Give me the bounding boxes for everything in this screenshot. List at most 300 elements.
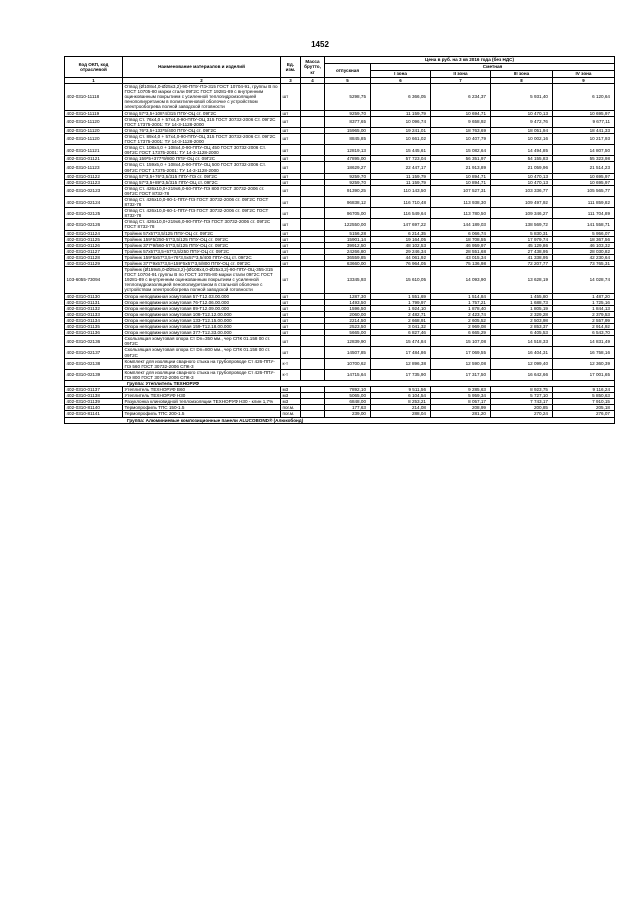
cell-name: Термопрофиль ТПС 200-1.5 bbox=[123, 411, 281, 417]
cell-release-price: 10700,62 bbox=[325, 358, 371, 369]
cell-code: 402-0310-02137 bbox=[65, 347, 123, 358]
cell-zone-2-price: 113 780,50 bbox=[431, 208, 491, 219]
cell-zone-2-price: 2 423,74 bbox=[431, 311, 491, 317]
cell-code: 402-0310-01123 bbox=[65, 179, 123, 185]
cell-zone-2-price: 21 913,89 bbox=[431, 162, 491, 173]
header-zone-4: IV зона bbox=[553, 71, 615, 78]
cell-zone-2-price: 1 878,40 bbox=[431, 305, 491, 311]
cell-zone-1-price: 2 482,71 bbox=[371, 311, 431, 317]
cell-name: Отвод 57*3,5+76*3,5/315 ППУ-ПЭ ст. 09Г2С bbox=[123, 173, 281, 179]
cell-release-price: 122550,00 bbox=[325, 219, 371, 230]
cell-zone-2-price: 10 694,71 bbox=[431, 110, 491, 116]
cell-mass bbox=[301, 185, 325, 196]
cell-code: 402-0310-01129 bbox=[65, 261, 123, 267]
header-unit: Ед. изм. bbox=[281, 57, 301, 78]
cell-zone-2-price: 113 938,30 bbox=[431, 196, 491, 207]
cell-name: Тройник 159*5х57*3,5+76*3,5х57*3,5/400 ППУ-ОЦ ст. 09Г2С bbox=[123, 254, 281, 260]
cell-zone-4-price: 18 441,33 bbox=[553, 127, 615, 133]
cell-name: Отвод Ст. 76х4,0 + 57х4,0-90-ППУ-ОЦ 315 ГОСТ 30732-2006 Ст. 09Г2С ГОСТ 17375-2001: ТУ 14-3-1128-2000 bbox=[123, 116, 281, 127]
cell-zone-1-price: 10 096,74 bbox=[371, 116, 431, 127]
price-table-wrapper bbox=[64, 56, 614, 424]
cell-mass bbox=[301, 116, 325, 127]
cell-code: 402-0310-01135 bbox=[65, 324, 123, 330]
cell-name: Отвод Ст. 426х10,0-90-1-ППУ-ПЭ ГОСТ 30732-2006 ст. 09Г2С ГОСТ 8732-78 bbox=[123, 196, 281, 207]
cell-zone-1-price: 1 924,10 bbox=[371, 305, 431, 311]
cell-code: 402-0310-02139 bbox=[65, 369, 123, 380]
cell-mass bbox=[301, 347, 325, 358]
cell-release-price: 63660,00 bbox=[325, 261, 371, 267]
cell-zone-1-price: 110 143,50 bbox=[371, 185, 431, 196]
header-mass: Масса брутто, кг bbox=[301, 57, 325, 78]
cell-mass bbox=[301, 162, 325, 173]
cell-release-price: 6848,00 bbox=[325, 399, 371, 405]
cell-zone-2-price: 9 285,63 bbox=[431, 387, 491, 393]
cell-code: 402-0310-02136 bbox=[65, 336, 123, 347]
cell-zone-2-price: 10 894,71 bbox=[431, 179, 491, 185]
cell-zone-4-price: 10 695,97 bbox=[553, 110, 615, 116]
cell-unit: шт bbox=[281, 185, 301, 196]
cell-mass bbox=[301, 208, 325, 219]
cell-zone-1-price: 57 723,04 bbox=[371, 156, 431, 162]
cell-mass bbox=[301, 336, 325, 347]
cell-release-price: 5156,28 bbox=[325, 230, 371, 236]
cell-unit: шт bbox=[281, 84, 301, 110]
cell-code: 402-0310-02138 bbox=[65, 358, 123, 369]
cell-name: Тройник 377*9х57*3,5+159*5х57*3,5/800 ППУ-ОЦ ст. 09Г2С bbox=[123, 261, 281, 267]
cell-release-price: 96838,12 bbox=[325, 196, 371, 207]
cell-name: Опора неподвижная хомутовая 133-Т12.15.00.000 bbox=[123, 317, 281, 323]
cell-zone-1-price: 15 610,05 bbox=[371, 267, 431, 293]
cell-code: 402-0310-11123 bbox=[65, 162, 123, 173]
cell-zone-4-price: 7 910,15 bbox=[553, 399, 615, 405]
cell-zone-3-price: 16 404,31 bbox=[491, 347, 553, 358]
cell-name: Отвод Ст. 426х10,0+219х6,0-60-ППУ-ПЭ 800 ГОСТ 30732-2006 ст. 09Г2С ГОСТ 8732-78 bbox=[123, 185, 281, 196]
group-title: Группа: Алюминиевые композиционные панели ALUCOBOND® (Алюкобонд) bbox=[65, 417, 615, 423]
column-number: 2 bbox=[123, 78, 281, 84]
cell-name: Тройник 57х57*3,5+57*3,5/250 ППУ-ОЦ ст. 09Г2С bbox=[123, 248, 281, 254]
cell-name: Отвод 159*5+377*9/800 ППУ-ОЦ ст. 09Г2С bbox=[123, 156, 281, 162]
cell-name: Отвод Ст. 89х4,0 + 57х4,0-90-ППУ-ОЦ 315 ГОСТ 30732-2006 Ст. 09Г2С ГОСТ 17375-2001: ТУ 14-3-1128-2000 bbox=[123, 133, 281, 144]
cell-zone-3-price: 1 688,73 bbox=[491, 299, 553, 305]
cell-zone-4-price: 12 360,39 bbox=[553, 358, 615, 369]
cell-zone-4-price: 73 765,31 bbox=[553, 261, 615, 267]
cell-zone-3-price: 8 923,75 bbox=[491, 387, 553, 393]
cell-zone-2-price: 17 317,50 bbox=[431, 369, 491, 380]
table-row bbox=[65, 145, 615, 156]
table-row bbox=[65, 185, 615, 196]
page-number: 1452 bbox=[311, 40, 329, 49]
cell-zone-4-price: 205,18 bbox=[553, 405, 615, 411]
cell-zone-1-price: 44 061,92 bbox=[371, 254, 431, 260]
cell-mass bbox=[301, 145, 325, 156]
cell-name: Тройник 57х57*3,5/125 ППУ-ОЦ ст. 09Г2С bbox=[123, 230, 281, 236]
cell-zone-2-price: 2 605,52 bbox=[431, 317, 491, 323]
cell-unit: шт bbox=[281, 248, 301, 254]
column-number: 5 bbox=[325, 78, 371, 84]
table-row bbox=[65, 347, 615, 358]
cell-zone-3-price: 2 853,37 bbox=[491, 324, 553, 330]
cell-unit: шт bbox=[281, 116, 301, 127]
cell-zone-3-price: 72 207,77 bbox=[491, 261, 553, 267]
cell-release-price: 9259,70 bbox=[325, 179, 371, 185]
cell-name: Опора неподвижная хомутовая 159-Т12.18.00.000 bbox=[123, 324, 281, 330]
cell-zone-2-price: 17 069,55 bbox=[431, 347, 491, 358]
cell-unit: шт bbox=[281, 317, 301, 323]
cell-zone-4-price: 9 677,11 bbox=[553, 116, 615, 127]
cell-zone-2-price: 75 136,98 bbox=[431, 261, 491, 267]
header-zone-3: III зона bbox=[491, 71, 553, 78]
cell-zone-2-price: 56 351,97 bbox=[431, 156, 491, 162]
cell-release-price: 15965,00 bbox=[325, 127, 371, 133]
cell-zone-2-price: 6 234,37 bbox=[431, 84, 491, 110]
cell-zone-2-price: 2 969,08 bbox=[431, 324, 491, 330]
cell-zone-4-price: 55 323,98 bbox=[553, 156, 615, 162]
cell-zone-3-price: 1 805,19 bbox=[491, 305, 553, 311]
cell-zone-1-price: 48 102,53 bbox=[371, 242, 431, 248]
cell-unit: шт bbox=[281, 196, 301, 207]
table-row bbox=[65, 133, 615, 144]
cell-unit: м3 bbox=[281, 399, 301, 405]
cell-zone-3-price: 10 470,13 bbox=[491, 173, 553, 179]
cell-zone-3-price: 5 830,31 bbox=[491, 230, 553, 236]
cell-release-price: 8845,85 bbox=[325, 133, 371, 144]
cell-zone-3-price: 1 455,80 bbox=[491, 293, 553, 299]
cell-name: Тройник 159*5/250-57*3,5/125 ППУ-ОЦ ст. 09Г2С bbox=[123, 236, 281, 242]
cell-unit: шт bbox=[281, 219, 301, 230]
cell-zone-1-price: 19 241,01 bbox=[371, 127, 431, 133]
cell-zone-3-price: 5 931,40 bbox=[491, 84, 553, 110]
cell-unit: шт bbox=[281, 242, 301, 248]
cell-zone-4-price: 14 831,49 bbox=[553, 336, 615, 347]
cell-unit: шт bbox=[281, 293, 301, 299]
cell-unit: шт bbox=[281, 230, 301, 236]
cell-unit: шт bbox=[281, 330, 301, 336]
cell-zone-4-price: 2 557,99 bbox=[553, 317, 615, 323]
cell-zone-2-price: 107 527,31 bbox=[431, 185, 491, 196]
cell-name: Тройник (Ø159х5,0-Ø25х3,2)-(Ø108х4,0-Ø25х3,2)-90-ППУ-ОЦ-355-315 ГОСТ 10704-91 группы В по ГОСТ 10705-80 марки стали 09Г2С ГОСТ 19281-89 с внутренним оцинкованным покрытием с усиленной теплогидроизоляцией пенополиуретаном в стальной оболочке с устройством электрообогрева полной заводской готовности bbox=[123, 267, 281, 293]
column-number: 6 bbox=[371, 78, 431, 84]
cell-zone-4-price: 18 367,56 bbox=[553, 236, 615, 242]
cell-release-price: 5298,75 bbox=[325, 84, 371, 110]
cell-code: 103-6055-73094 bbox=[65, 267, 123, 293]
cell-release-price: 9259,70 bbox=[325, 110, 371, 116]
cell-zone-1-price: 76 964,05 bbox=[371, 261, 431, 267]
cell-zone-1-price: 2 668,91 bbox=[371, 317, 431, 323]
cell-zone-3-price: 12 099,40 bbox=[491, 358, 553, 369]
cell-zone-4-price: 6 120,64 bbox=[553, 84, 615, 110]
cell-unit: шт bbox=[281, 156, 301, 162]
cell-mass bbox=[301, 196, 325, 207]
header-price-title: Цена в руб. на 3 кв 2016 года (без НДС) bbox=[325, 57, 615, 64]
cell-release-price: 18629,27 bbox=[325, 162, 371, 173]
cell-name: Скользящая хомутовая опора Ст Dn=800 мм., чер СПК 01.158 00 ст. 09Г2С bbox=[123, 347, 281, 358]
cell-code: 402-0310-01133 bbox=[65, 311, 123, 317]
cell-zone-4-price: 1 487,20 bbox=[553, 293, 615, 299]
cell-zone-3-price: 14 494,85 bbox=[491, 145, 553, 156]
cell-release-price: 8377,65 bbox=[325, 116, 371, 127]
cell-release-price: 91390,25 bbox=[325, 185, 371, 196]
cell-release-price: 177,63 bbox=[325, 405, 371, 411]
cell-zone-2-price: 15 107,08 bbox=[431, 336, 491, 347]
cell-zone-4-price: 42 230,64 bbox=[553, 254, 615, 260]
table-row bbox=[65, 358, 615, 369]
cell-code: 402-0310-02126 bbox=[65, 219, 123, 230]
cell-code: 402-0310-81140 bbox=[65, 405, 123, 411]
cell-unit: шт bbox=[281, 267, 301, 293]
cell-zone-2-price: 10 407,79 bbox=[431, 133, 491, 144]
table-row bbox=[65, 267, 615, 293]
header-release: отпускная bbox=[325, 64, 371, 78]
cell-code: 402-0310-02124 bbox=[65, 196, 123, 207]
cell-zone-3-price: 109 497,92 bbox=[491, 196, 553, 207]
cell-zone-2-price: 1 514,84 bbox=[431, 293, 491, 299]
cell-zone-4-price: 10 217,93 bbox=[553, 133, 615, 144]
cell-unit: шт bbox=[281, 162, 301, 173]
cell-release-price: 7892,10 bbox=[325, 387, 371, 393]
cell-name: Отвод 57*3,5+108*4/315 ППУ-ОЦ ст. 09Г2С bbox=[123, 110, 281, 116]
table-row bbox=[65, 116, 615, 127]
cell-zone-1-price: 19 164,05 bbox=[371, 236, 431, 242]
cell-zone-2-price: 18 763,69 bbox=[431, 127, 491, 133]
cell-zone-2-price: 1 757,21 bbox=[431, 299, 491, 305]
cell-zone-1-price: 15 474,84 bbox=[371, 336, 431, 347]
cell-zone-1-price: 11 159,79 bbox=[371, 110, 431, 116]
header-name: Наименование материалов и изделий bbox=[123, 57, 281, 78]
cell-zone-4-price: 14 807,50 bbox=[553, 145, 615, 156]
cell-unit: шт bbox=[281, 305, 301, 311]
cell-release-price: 1493,50 bbox=[325, 299, 371, 305]
cell-zone-3-price: 54 155,83 bbox=[491, 156, 553, 162]
cell-release-price: 239,00 bbox=[325, 411, 371, 417]
cell-code: 402-0310-01121 bbox=[65, 156, 123, 162]
cell-release-price: 47895,00 bbox=[325, 156, 371, 162]
cell-zone-3-price: 9 472,76 bbox=[491, 116, 553, 127]
cell-release-price: 5665,00 bbox=[325, 330, 371, 336]
column-number: 9 bbox=[553, 78, 615, 84]
cell-zone-1-price: 17 735,90 bbox=[371, 369, 431, 380]
cell-zone-4-price: 10 695,97 bbox=[553, 179, 615, 185]
cell-mass bbox=[301, 369, 325, 380]
cell-zone-2-price: 18 708,55 bbox=[431, 236, 491, 242]
cell-zone-1-price: 15 445,61 bbox=[371, 145, 431, 156]
cell-code: 402-0310-01130 bbox=[65, 293, 123, 299]
cell-zone-4-price: 111 859,82 bbox=[553, 196, 615, 207]
cell-zone-2-price: 10 894,71 bbox=[431, 173, 491, 179]
cell-code: 402-0310-01134 bbox=[65, 317, 123, 323]
cell-release-price: 5065,00 bbox=[325, 393, 371, 399]
cell-code: 402-0310-01132 bbox=[65, 305, 123, 311]
cell-release-price: 14715,64 bbox=[325, 369, 371, 380]
cell-code: 402-0310-11118 bbox=[65, 84, 123, 110]
cell-zone-3-price: 5 727,10 bbox=[491, 393, 553, 399]
cell-code: 402-0310-01127 bbox=[65, 248, 123, 254]
cell-name: Опора неподвижная хомутовая 108-Т12.12.00.000 bbox=[123, 311, 281, 317]
cell-code: 402-0310-01124 bbox=[65, 230, 123, 236]
cell-zone-3-price: 103 336,77 bbox=[491, 185, 553, 196]
price-table bbox=[64, 56, 615, 424]
cell-zone-2-price: 15 082,64 bbox=[431, 145, 491, 156]
cell-mass bbox=[301, 267, 325, 293]
cell-zone-1-price: 1 551,69 bbox=[371, 293, 431, 299]
column-number: 4 bbox=[301, 78, 325, 84]
cell-mass bbox=[301, 133, 325, 144]
cell-code: 402-0310-11119 bbox=[65, 110, 123, 116]
table-body bbox=[65, 84, 615, 424]
cell-zone-4-price: 46 103,32 bbox=[553, 242, 615, 248]
cell-zone-3-price: 6 405,53 bbox=[491, 330, 553, 336]
cell-code: 402-0310-11120 bbox=[65, 127, 123, 133]
cell-unit: шт bbox=[281, 261, 301, 267]
cell-unit: к-т bbox=[281, 358, 301, 369]
cell-code: 402-0310-01126 bbox=[65, 242, 123, 248]
cell-zone-1-price: 11 159,79 bbox=[371, 179, 431, 185]
cell-zone-2-price: 144 189,03 bbox=[431, 219, 491, 230]
cell-code: 402-0310-01128 bbox=[65, 254, 123, 260]
cell-release-price: 14507,85 bbox=[325, 347, 371, 358]
cell-name: Тройник 377*9/560-57*3,5/125 ППУ-ОЦ ст. 09Г2С bbox=[123, 242, 281, 248]
cell-unit: шт bbox=[281, 133, 301, 144]
cell-code: 402-0310-01125 bbox=[65, 236, 123, 242]
table-row bbox=[65, 369, 615, 380]
cell-zone-1-price: 3 041,32 bbox=[371, 324, 431, 330]
cell-name: Отвод Ст. 426х10,0+219х6,0-90-ППУ-ПЭ ГОСТ 30732-2006 ст. 09Г2С ГОСТ 8732-78 bbox=[123, 219, 281, 230]
column-number: 3 bbox=[281, 78, 301, 84]
cell-zone-2-price: 8 057,17 bbox=[431, 399, 491, 405]
cell-zone-1-price: 116 710,48 bbox=[371, 196, 431, 207]
cell-zone-1-price: 11 159,79 bbox=[371, 173, 431, 179]
cell-zone-3-price: 10 470,13 bbox=[491, 179, 553, 185]
cell-zone-4-price: 6 543,70 bbox=[553, 330, 615, 336]
cell-zone-4-price: 1 725,16 bbox=[553, 299, 615, 305]
cell-zone-2-price: 9 658,92 bbox=[431, 116, 491, 127]
cell-zone-1-price: 10 661,02 bbox=[371, 133, 431, 144]
cell-name: Отвод Ст. 426х10,0-60-1-ППУ-ПЭ ГОСТ 30732-2006 ст. 09Г2С ГОСТ 8732-78 bbox=[123, 208, 281, 219]
cell-zone-4-price: 2 914,92 bbox=[553, 324, 615, 330]
cell-name: Разуклонка клиновидной теплоизоляции ТЕХНОРУФ Н30 - клин 1,7% bbox=[123, 399, 281, 405]
cell-zone-4-price: 9 116,24 bbox=[553, 387, 615, 393]
cell-zone-2-price: 12 590,08 bbox=[431, 358, 491, 369]
cell-code: 402-0310-02125 bbox=[65, 208, 123, 219]
cell-zone-4-price: 28 030,82 bbox=[553, 248, 615, 254]
cell-name: Отвод 57*3,5+89*3,5/315 ППУ-ОЦ ст. 09Г2С bbox=[123, 179, 281, 185]
table-row bbox=[65, 196, 615, 207]
cell-zone-4-price: 14 028,74 bbox=[553, 267, 615, 293]
cell-zone-2-price: 14 093,90 bbox=[431, 267, 491, 293]
cell-code: 402-0310-02123 bbox=[65, 185, 123, 196]
cell-mass bbox=[301, 358, 325, 369]
cell-zone-3-price: 200,85 bbox=[491, 405, 553, 411]
cell-zone-4-price: 111 704,89 bbox=[553, 208, 615, 219]
cell-code: 402-0310-11121 bbox=[65, 145, 123, 156]
cell-release-price: 96705,00 bbox=[325, 208, 371, 219]
cell-zone-1-price: 9 511,56 bbox=[371, 387, 431, 393]
cell-release-price: 15901,14 bbox=[325, 236, 371, 242]
cell-unit: шт bbox=[281, 324, 301, 330]
cell-zone-2-price: 46 959,97 bbox=[431, 242, 491, 248]
cell-release-price: 1287,30 bbox=[325, 293, 371, 299]
cell-release-price: 9259,70 bbox=[325, 173, 371, 179]
cell-zone-1-price: 6 366,05 bbox=[371, 84, 431, 110]
cell-zone-3-price: 21 059,96 bbox=[491, 162, 553, 173]
cell-zone-2-price: 28 551,68 bbox=[431, 248, 491, 254]
cell-zone-1-price: 29 246,34 bbox=[371, 248, 431, 254]
cell-zone-4-price: 5 850,63 bbox=[553, 393, 615, 399]
cell-name: Отвод 76*3,5+133*5/400 ППУ-ОЦ ст. 09Г2С bbox=[123, 127, 281, 133]
cell-zone-3-price: 7 743,17 bbox=[491, 399, 553, 405]
cell-name: Комплект для изоляции сварного стыка на трубопроводе Ст 426-ППУ-ПЭ 560 ГОСТ 30732-2006 СПК-3 bbox=[123, 358, 281, 369]
header-zone-2: II зона bbox=[431, 71, 491, 78]
cell-zone-2-price: 281,20 bbox=[431, 411, 491, 417]
group-title: Группа: Утеплитель ТЕХНОРУФ bbox=[65, 380, 615, 386]
cell-release-price: 24266,80 bbox=[325, 248, 371, 254]
table-row bbox=[65, 336, 615, 347]
cell-name: Комплект для изоляции сварного стыка на трубопроводе Ст 426-ППУ-ПЭ 800 ГОСТ 30732-2006 СПК-3 bbox=[123, 369, 281, 380]
cell-zone-3-price: 17 979,74 bbox=[491, 236, 553, 242]
table-row bbox=[65, 208, 615, 219]
cell-name: Термопрофиль ТПС 150-1.5 bbox=[123, 405, 281, 411]
cell-zone-1-price: 6 827,46 bbox=[371, 330, 431, 336]
cell-release-price: 36559,85 bbox=[325, 254, 371, 260]
cell-zone-4-price: 21 514,23 bbox=[553, 162, 615, 173]
cell-zone-1-price: 8 253,21 bbox=[371, 399, 431, 405]
cell-name: Опора неподвижная хомутовая 89-Т12.09.00.000 bbox=[123, 305, 281, 311]
cell-zone-1-price: 22 447,17 bbox=[371, 162, 431, 173]
cell-zone-4-price: 10 695,97 bbox=[553, 173, 615, 179]
cell-zone-1-price: 214,08 bbox=[371, 405, 431, 411]
cell-zone-4-price: 5 956,07 bbox=[553, 230, 615, 236]
cell-code: 402-0310-01122 bbox=[65, 173, 123, 179]
cell-zone-3-price: 27 438,95 bbox=[491, 248, 553, 254]
cell-zone-4-price: 276,07 bbox=[553, 411, 615, 417]
cell-release-price: 2523,50 bbox=[325, 324, 371, 330]
cell-mass bbox=[301, 84, 325, 110]
group-row bbox=[65, 417, 615, 423]
cell-zone-4-price: 16 758,16 bbox=[553, 347, 615, 358]
cell-name: Опора неподвижная хомутовая 57-Т12.03.00.000 bbox=[123, 293, 281, 299]
cell-zone-3-price: 138 569,72 bbox=[491, 219, 553, 230]
cell-code: 402-0310-11120 bbox=[65, 116, 123, 127]
cell-zone-3-price: 18 051,94 bbox=[491, 127, 553, 133]
table-row bbox=[65, 219, 615, 230]
cell-unit: шт bbox=[281, 254, 301, 260]
cell-unit: м3 bbox=[281, 387, 301, 393]
cell-zone-3-price: 2 329,28 bbox=[491, 311, 553, 317]
cell-mass bbox=[301, 219, 325, 230]
cell-unit: к-т bbox=[281, 369, 301, 380]
cell-zone-2-price: 6 066,74 bbox=[431, 230, 491, 236]
cell-zone-3-price: 13 628,19 bbox=[491, 267, 553, 293]
cell-unit: шт bbox=[281, 173, 301, 179]
cell-zone-2-price: 6 665,29 bbox=[431, 330, 491, 336]
cell-unit: шт bbox=[281, 236, 301, 242]
cell-zone-2-price: 5 959,34 bbox=[431, 393, 491, 399]
cell-release-price: 39912,50 bbox=[325, 242, 371, 248]
cell-code: 402-0310-01136 bbox=[65, 330, 123, 336]
cell-name: Опора неподвижная хомутовая 76-Т12.06.00.000 bbox=[123, 299, 281, 305]
cell-unit: шт bbox=[281, 299, 301, 305]
cell-unit: пог.м. bbox=[281, 405, 301, 411]
cell-unit: шт bbox=[281, 311, 301, 317]
cell-release-price: 2214,50 bbox=[325, 317, 371, 323]
cell-name: Отвод Ст. 108х4,0 + 108х4,0-90-ППУ-ОЦ 450 ГОСТ 30732-2006 Ст. 09Г2С ГОСТ 17375-2001: ТУ 14-3-1128-2000 bbox=[123, 145, 281, 156]
column-number: 1 bbox=[65, 78, 123, 84]
cell-code: 402-0310-81141 bbox=[65, 411, 123, 417]
cell-unit: шт bbox=[281, 127, 301, 133]
cell-zone-4-price: 17 001,65 bbox=[553, 369, 615, 380]
cell-code: 402-0310-11120 bbox=[65, 133, 123, 144]
cell-zone-4-price: 1 844,13 bbox=[553, 305, 615, 311]
cell-unit: шт bbox=[281, 347, 301, 358]
